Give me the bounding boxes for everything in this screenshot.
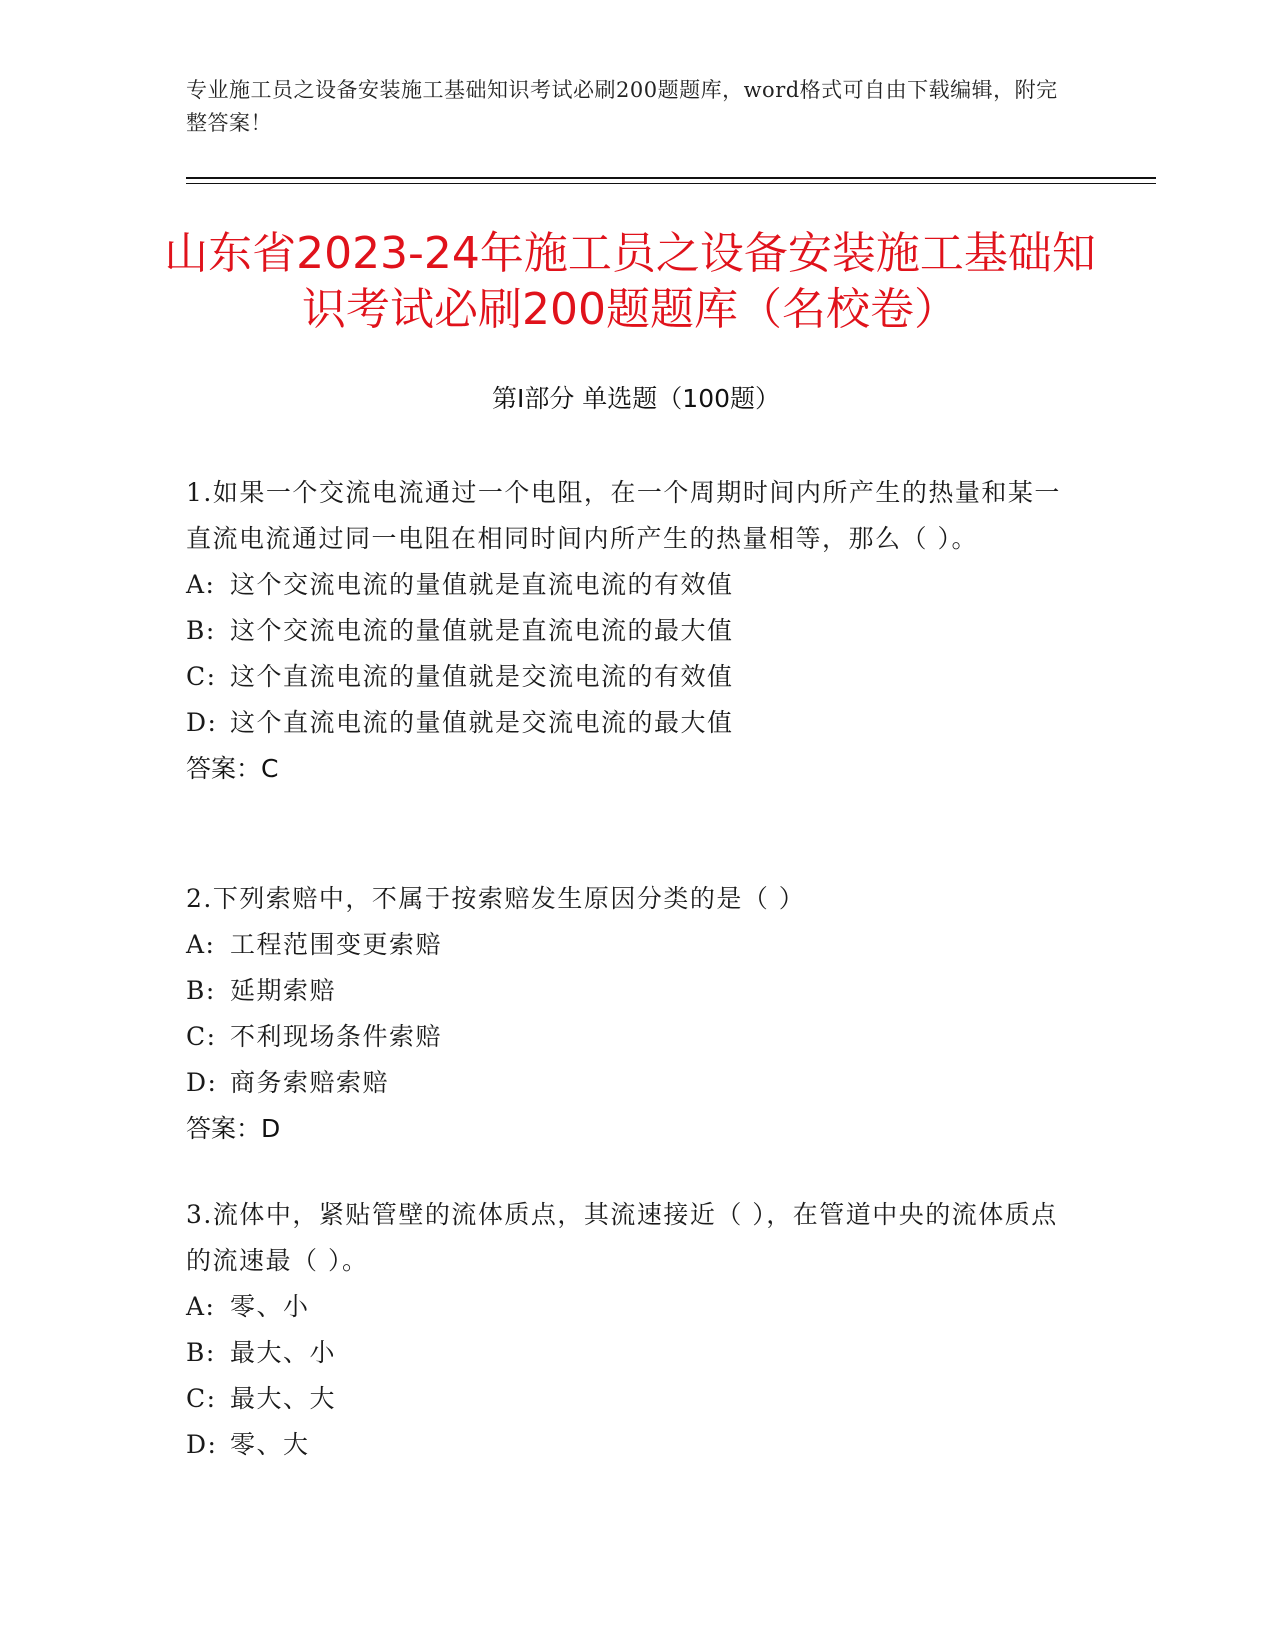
answer: 答案：D bbox=[186, 1114, 281, 1143]
option-text: 最大、小 bbox=[230, 1338, 337, 1367]
section-heading: 第Ⅰ部分 单选题（100题） bbox=[491, 384, 781, 413]
option-b bbox=[186, 1330, 1076, 1376]
option-letter: D: bbox=[186, 708, 218, 737]
option-letter: B: bbox=[186, 616, 216, 645]
header-divider-thin bbox=[186, 183, 1156, 184]
option-text: 延期索赔 bbox=[230, 976, 337, 1005]
option-letter: B: bbox=[186, 1338, 216, 1367]
header-divider-thick bbox=[186, 177, 1156, 179]
option-text: 零、大 bbox=[230, 1430, 310, 1459]
option-text: 这个交流电流的量值就是直流电流的有效值 bbox=[230, 570, 734, 599]
question-2 bbox=[186, 876, 1076, 1152]
question-stem: 3.流体中，紧贴管壁的流体质点，其流速接近（ ），在管道中央的流体质点的流速最（ ）。 bbox=[186, 1200, 1058, 1275]
document-title: 山东省2023-24年施工员之设备安装施工基础知识考试必刷200题题库（名校卷） bbox=[164, 228, 1096, 335]
option-a bbox=[186, 1284, 1076, 1330]
option-d bbox=[186, 1422, 1076, 1468]
answer: 答案：C bbox=[186, 754, 279, 783]
option-text: 这个直流电流的量值就是交流电流的最大值 bbox=[230, 708, 734, 737]
option-letter: A: bbox=[186, 930, 216, 959]
option-d bbox=[186, 1060, 1076, 1106]
header-note: 专业施工员之设备安装施工基础知识考试必刷200题题库，word格式可自由下载编辑，附完整答案！ bbox=[186, 78, 1058, 135]
option-text: 这个直流电流的量值就是交流电流的有效值 bbox=[230, 662, 734, 691]
option-c bbox=[186, 1014, 1076, 1060]
question-3 bbox=[186, 1192, 1076, 1468]
option-letter: B: bbox=[186, 976, 216, 1005]
option-letter: C: bbox=[186, 1022, 217, 1051]
question-1 bbox=[186, 470, 1076, 792]
question-stem: 2.下列索赔中，不属于按索赔发生原因分类的是（ ） bbox=[186, 884, 806, 913]
option-text: 商务索赔索赔 bbox=[230, 1068, 390, 1097]
question-stem: 1.如果一个交流电流通过一个电阻，在一个周期时间内所产生的热量和某一直流电流通过同一电阻在相同时间内所产生的热量相等，那么（ ）。 bbox=[186, 478, 1061, 553]
option-d bbox=[186, 700, 1076, 746]
option-text: 零、小 bbox=[230, 1292, 310, 1321]
option-c bbox=[186, 1376, 1076, 1422]
option-letter: A: bbox=[186, 1292, 216, 1321]
option-b bbox=[186, 968, 1076, 1014]
option-text: 不利现场条件索赔 bbox=[230, 1022, 443, 1051]
option-text: 最大、大 bbox=[230, 1384, 337, 1413]
option-c bbox=[186, 654, 1076, 700]
option-b bbox=[186, 608, 1076, 654]
option-a bbox=[186, 562, 1076, 608]
option-a bbox=[186, 922, 1076, 968]
option-text: 这个交流电流的量值就是直流电流的最大值 bbox=[230, 616, 734, 645]
option-letter: D: bbox=[186, 1430, 218, 1459]
option-letter: A: bbox=[186, 570, 216, 599]
option-letter: D: bbox=[186, 1068, 218, 1097]
option-letter: C: bbox=[186, 662, 217, 691]
option-text: 工程范围变更索赔 bbox=[230, 930, 443, 959]
option-letter: C: bbox=[186, 1384, 217, 1413]
